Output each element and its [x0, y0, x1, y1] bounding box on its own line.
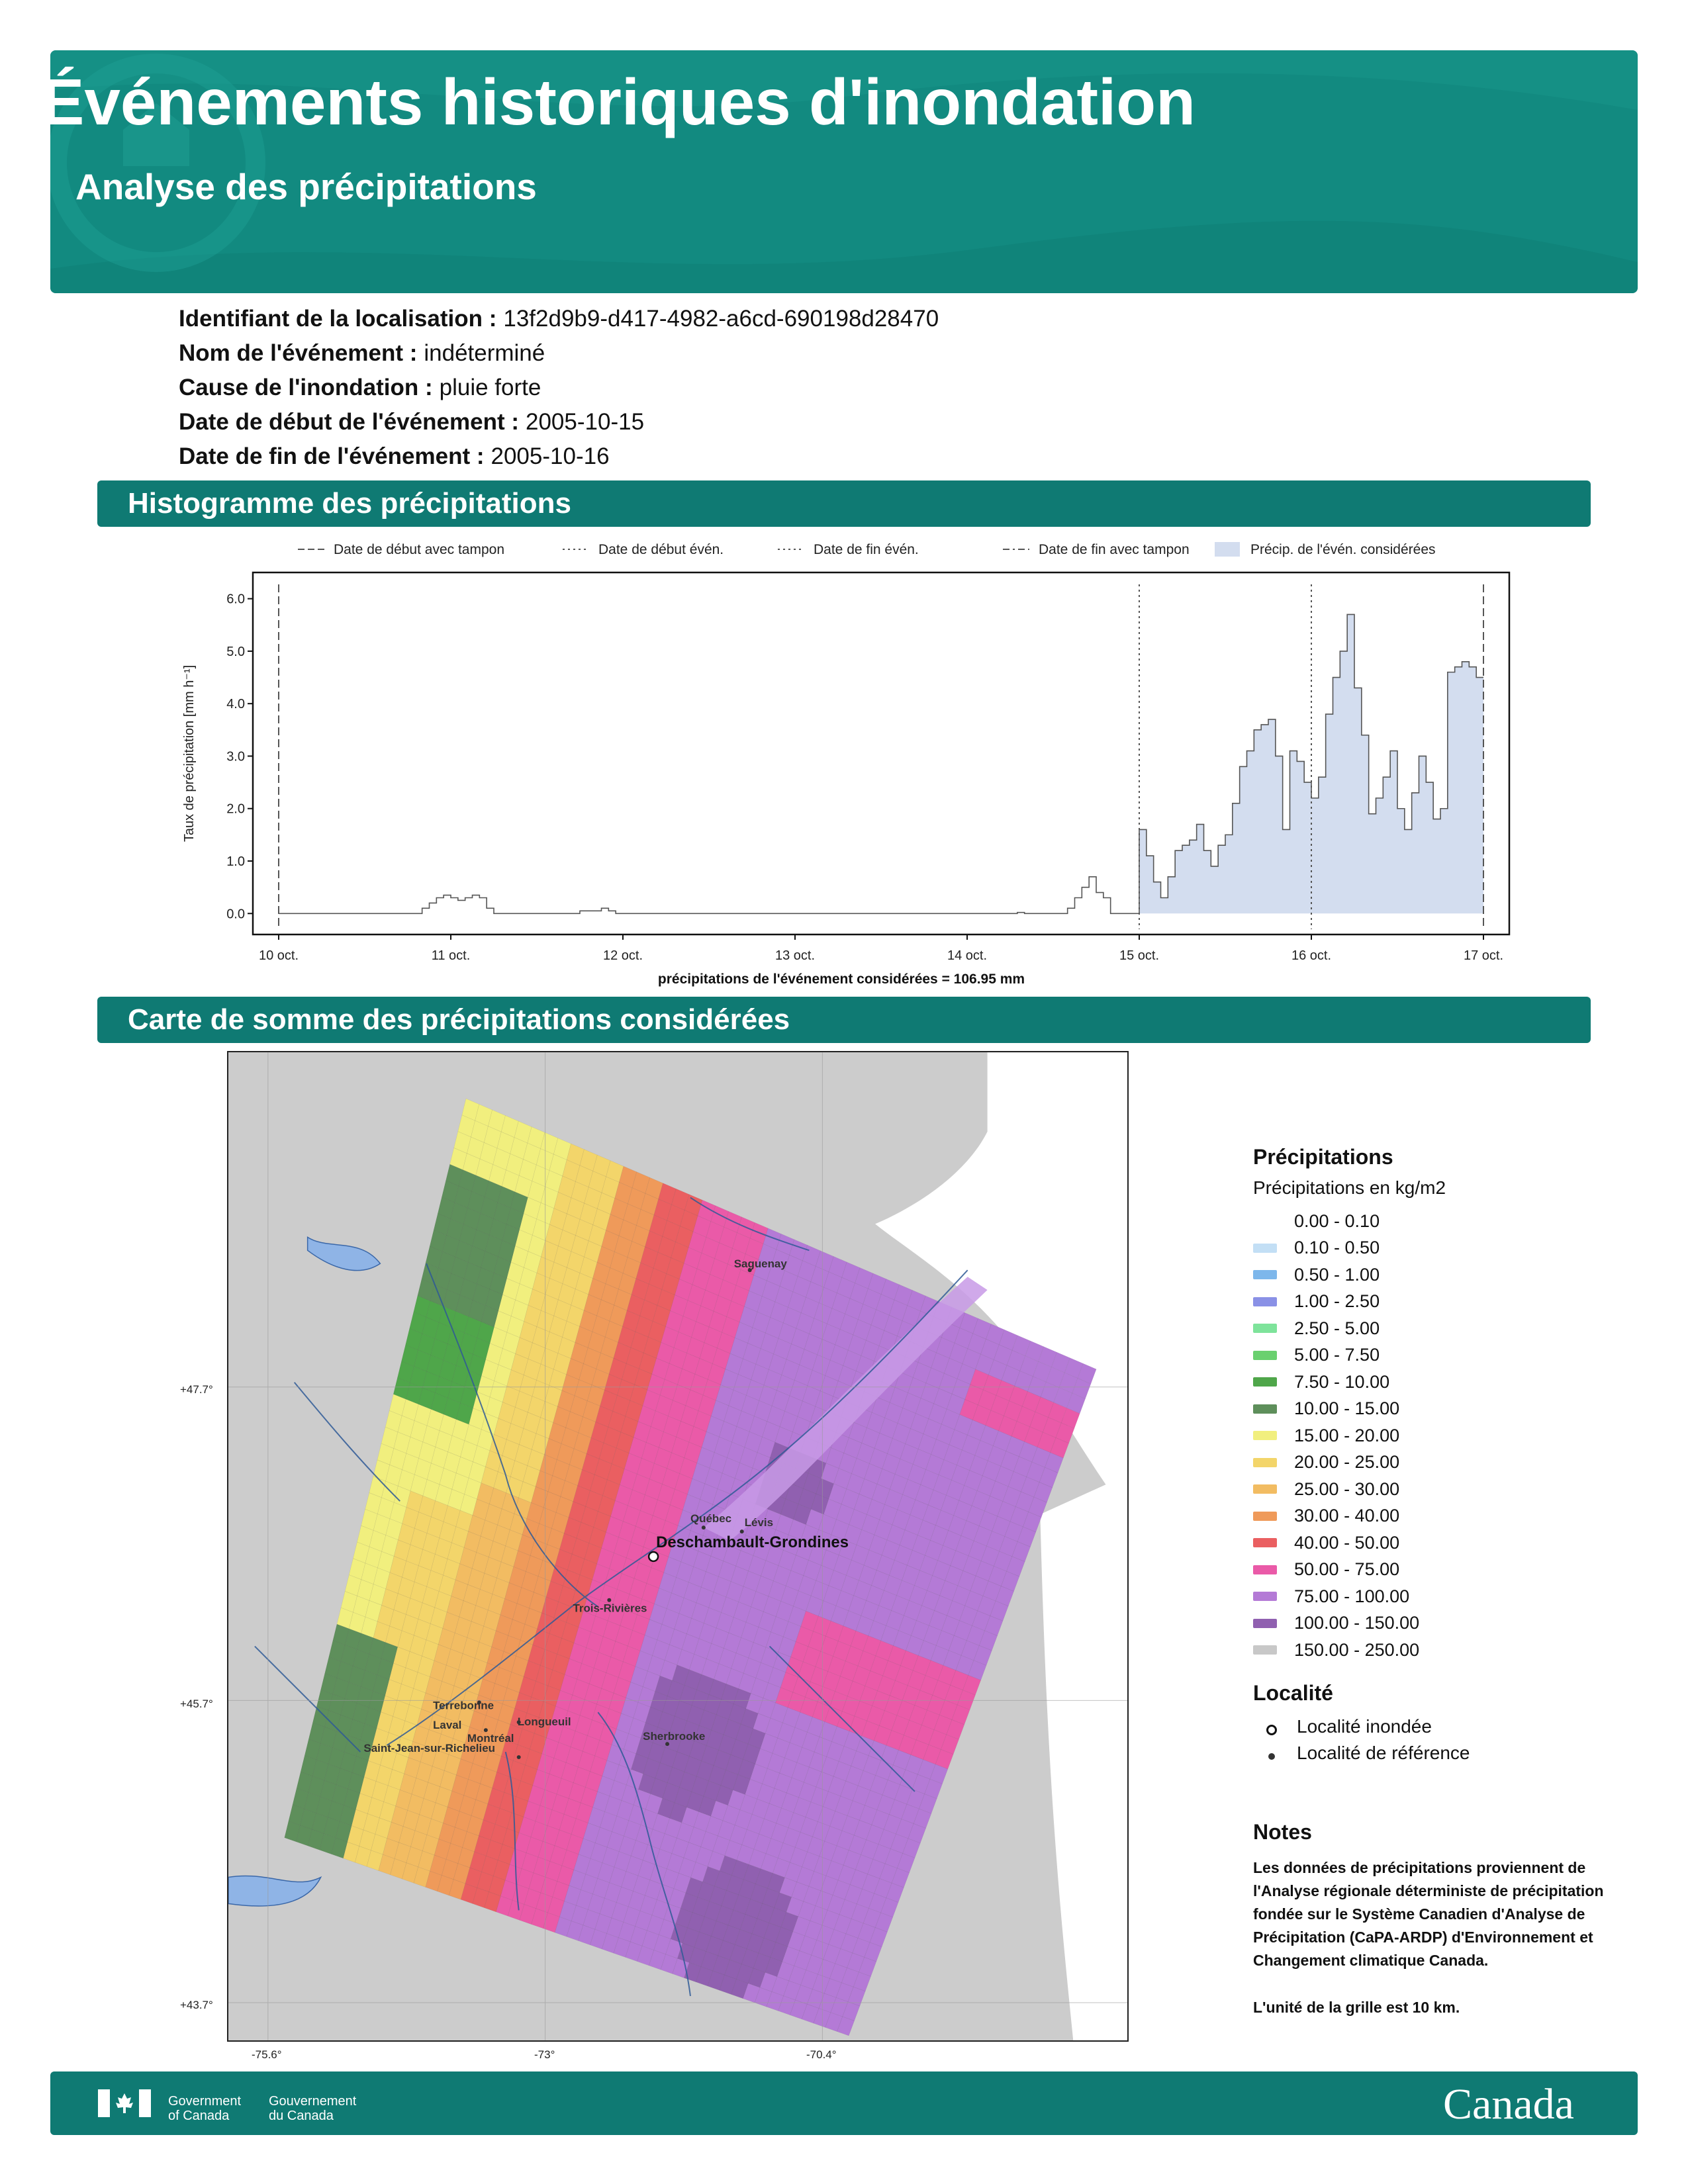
legend-item	[1253, 1289, 1624, 1316]
page-subtitle: Analyse des précipitations	[75, 166, 537, 207]
legend-label: 40.00 - 50.00	[1294, 1532, 1400, 1553]
legend-swatch	[1253, 1431, 1277, 1440]
legend-label: 25.00 - 30.00	[1294, 1479, 1400, 1499]
legend-swatch	[1253, 1484, 1277, 1494]
place-longueuil: Longueuil	[517, 1715, 571, 1729]
x-tick-label: 17 oct.	[1463, 948, 1504, 963]
meta-label: Nom de l'événement :	[179, 340, 418, 366]
legend-item	[1253, 1422, 1624, 1449]
legend-swatch	[1253, 1270, 1277, 1279]
legend-swatch	[1253, 1216, 1277, 1226]
notes-panel	[1253, 1820, 1624, 2019]
legend-label: 0.10 - 0.50	[1294, 1238, 1380, 1258]
meta-start-date	[179, 409, 644, 435]
place-deschambault-grondines: Deschambault-Grondines	[656, 1533, 849, 1551]
lat-label: +47.7°	[180, 1383, 213, 1396]
legend-subtitle: Précipitations en kg/m2	[1253, 1177, 1446, 1198]
legend-label: 100.00 - 150.00	[1294, 1613, 1420, 1633]
legend-label: 15.00 - 20.00	[1294, 1425, 1400, 1445]
place-marker	[702, 1525, 706, 1529]
flooded-locality-marker	[649, 1552, 658, 1561]
meta-end-date	[179, 443, 610, 470]
legend-item	[1253, 1503, 1624, 1530]
x-tick-label: 12 oct.	[602, 948, 643, 963]
legend-item	[1253, 1342, 1624, 1369]
meta-label: Cause de l'inondation :	[179, 375, 433, 400]
meta-location-id	[179, 306, 939, 332]
legend-label: 50.00 - 75.00	[1294, 1559, 1400, 1580]
x-axis-label: précipitations de l'événement considérées = 106.95 mm	[657, 972, 1025, 987]
legend-swatch	[1253, 1297, 1277, 1306]
place-montreal: Montréal	[467, 1732, 514, 1745]
legend-item	[1253, 1637, 1624, 1664]
legend-reference-locality	[1253, 1740, 1624, 1766]
y-tick-label: 5.0	[226, 644, 245, 659]
meta-value: indéterminé	[424, 340, 545, 366]
notes-text: Les données de précipitations proviennent de l'Analyse régionale déterministe de précipitation fondée sur le Système Canadien d'Analyse de Précipitation (CaPA-ARDP) d'Environnement et Changement climatique Canada.	[1253, 1859, 1604, 1969]
place-quebec: Québec	[690, 1512, 732, 1525]
legend-swatch	[1253, 1377, 1277, 1387]
lon-label: -73°	[534, 2048, 555, 2061]
y-tick-label: 3.0	[226, 749, 245, 764]
legend-item	[1253, 1235, 1624, 1262]
legend-item	[1253, 1261, 1624, 1289]
legend-swatch	[1253, 1244, 1277, 1253]
legend-swatch	[1253, 1645, 1277, 1655]
legend-swatch	[1253, 1512, 1277, 1521]
place-marker	[517, 1755, 521, 1759]
meta-label: Identifiant de la localisation :	[179, 306, 497, 332]
legend-entry: Date de fin évén.	[814, 542, 919, 557]
legend-item	[1253, 1529, 1624, 1557]
legend-item	[1253, 1396, 1624, 1423]
legend-label: 0.00 - 0.10	[1294, 1210, 1380, 1231]
x-tick-label: 13 oct.	[774, 948, 816, 963]
place-trois-rivieres: Trois-Rivières	[573, 1602, 647, 1615]
meta-label: Date de fin de l'événement :	[179, 443, 485, 469]
legend-label: 10.00 - 15.00	[1294, 1398, 1400, 1419]
locality-title: Localité	[1253, 1680, 1333, 1705]
legend-label: 150.00 - 250.00	[1294, 1639, 1420, 1660]
page-title: Événements historiques d'inondation	[41, 66, 1196, 138]
legend-swatch	[1253, 1458, 1277, 1467]
place-saint-jean-sur-richelieu: Saint-Jean-sur-Richelieu	[363, 1742, 496, 1755]
legend-swatch	[1253, 1404, 1277, 1414]
legend-items	[1253, 1208, 1624, 1664]
legend-entry: Date de fin avec tampon	[1039, 542, 1190, 557]
legend-label: 0.50 - 1.00	[1294, 1264, 1380, 1285]
x-tick-label: 16 oct.	[1291, 948, 1332, 963]
filled-dot-icon	[1265, 1747, 1278, 1760]
legend-swatch	[1253, 1351, 1277, 1360]
meta-value: 2005-10-16	[491, 443, 610, 469]
y-tick-label: 0.0	[226, 907, 245, 922]
legend-item	[1253, 1369, 1624, 1396]
legend-label: 7.50 - 10.00	[1294, 1371, 1390, 1392]
section-map-header: Carte de somme des précipitations considérées	[97, 997, 1591, 1043]
place-laval: Laval	[433, 1719, 462, 1732]
section-histogram-header: Histogramme des précipitations	[97, 480, 1591, 527]
legend-label: 1.00 - 2.50	[1294, 1291, 1380, 1312]
map-legend	[1253, 1145, 1624, 1766]
place-terrebonne: Terrebonne	[433, 1699, 494, 1712]
canada-flag-icon	[98, 2089, 151, 2117]
canada-wordmark: Canada	[1443, 2080, 1574, 2128]
legend-entry: Précip. de l'évén. considérées	[1250, 542, 1436, 557]
place-levis: Lévis	[744, 1516, 774, 1529]
legend-label: 75.00 - 100.00	[1294, 1586, 1410, 1606]
legend-swatch	[1253, 1565, 1277, 1574]
legend-entry: Date de début évén.	[598, 542, 724, 557]
legend-item	[1253, 1583, 1624, 1610]
legend-label: Localité de référence	[1297, 1742, 1470, 1763]
x-tick-label: 14 oct.	[947, 948, 988, 963]
legend-item	[1253, 1449, 1624, 1477]
lat-label: +45.7°	[180, 1698, 213, 1710]
y-tick-label: 6.0	[226, 592, 245, 607]
legend-item	[1253, 1557, 1624, 1584]
legend-item	[1253, 1315, 1624, 1342]
legend-swatch	[1253, 1538, 1277, 1547]
meta-flood-cause	[179, 375, 541, 401]
y-tick-label: 2.0	[226, 801, 245, 817]
open-circle-icon	[1265, 1720, 1278, 1733]
y-tick-label: 1.0	[226, 854, 245, 870]
meta-label: Date de début de l'événement :	[179, 409, 519, 435]
precipitation-histogram	[165, 529, 1523, 993]
legend-swatch	[1253, 1592, 1277, 1601]
notes-title: Notes	[1253, 1820, 1312, 1844]
place-saguenay: Saguenay	[733, 1257, 787, 1271]
legend-swatch-fill	[1215, 542, 1240, 557]
lon-label: -70.4°	[806, 2048, 837, 2061]
x-tick-label: 15 oct.	[1119, 948, 1160, 963]
meta-event-name	[179, 340, 545, 367]
place-sherbrooke: Sherbrooke	[643, 1730, 706, 1743]
meta-value: 2005-10-15	[526, 409, 645, 435]
precipitation-map	[227, 1051, 1129, 2042]
x-tick-label: 11 oct.	[431, 948, 471, 963]
legend-label: 2.50 - 5.00	[1294, 1318, 1380, 1338]
y-tick-label: 4.0	[226, 697, 245, 712]
legend-item	[1253, 1610, 1624, 1637]
x-tick-label: 10 oct.	[258, 948, 299, 963]
legend-flooded-locality	[1253, 1713, 1624, 1740]
meta-value: pluie forte	[439, 375, 541, 400]
y-axis-label: Taux de précipitation [mm h⁻¹]	[182, 664, 197, 842]
legend-label: 20.00 - 25.00	[1294, 1452, 1400, 1473]
gov-en-text: Government of Canada	[168, 2094, 242, 2123]
legend-title: Précipitations	[1253, 1145, 1393, 1169]
lat-label: +43.7°	[180, 1999, 213, 2011]
legend-label: 30.00 - 40.00	[1294, 1506, 1400, 1526]
legend-swatch	[1253, 1619, 1277, 1628]
meta-value: 13f2d9b9-d417-4982-a6cd-690198d28470	[503, 306, 939, 332]
legend-label: 5.00 - 7.50	[1294, 1345, 1380, 1365]
legend-item	[1253, 1208, 1624, 1235]
legend-label: Localité inondée	[1297, 1715, 1432, 1737]
legend-entry: Date de début avec tampon	[334, 542, 505, 557]
legend-swatch	[1253, 1324, 1277, 1333]
lon-label: -75.6°	[252, 2048, 282, 2061]
grid-unit-note: L'unité de la grille est 10 km.	[1253, 1999, 1460, 2016]
gov-fr-text: Gouvernement du Canada	[269, 2094, 357, 2123]
legend-item	[1253, 1476, 1624, 1503]
